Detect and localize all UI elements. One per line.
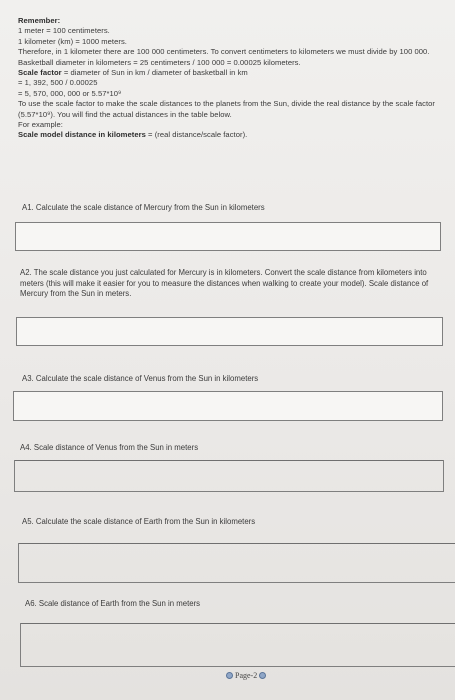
scale-model-label: Scale model distance in kilometers xyxy=(18,130,146,140)
page-marker-left-icon xyxy=(226,672,233,679)
answer-box-a4[interactable] xyxy=(14,460,444,492)
question-a2: A2. The scale distance you just calculated for Mercury is in kilometers. Convert the scale distance from kilometers into meters (this will make it easier for you to measure the distances when walking to create your model). Scale distance of Mercury from the Sun in meters. xyxy=(20,268,429,298)
conversion-note: Therefore, in 1 kilometer there are 100 000 centimeters. To convert centimeters to kilometers we must divide by 100 000. xyxy=(18,47,430,57)
scale-model-formula xyxy=(18,130,448,140)
question-a1: A1. Calculate the scale distance of Mercury from the Sun in kilometers xyxy=(22,203,265,212)
answer-box-a5[interactable] xyxy=(18,543,455,583)
question-a5: A5. Calculate the scale distance of Earth from the Sun in kilometers xyxy=(22,517,256,526)
meter-definition: 1 meter = 100 centimeters. xyxy=(18,26,110,36)
example-label: For example: xyxy=(18,120,63,130)
question-a3: A3. Calculate the scale distance of Venus from the Sun in kilometers xyxy=(22,374,259,383)
instructions: To use the scale factor to make the scale distances to the planets from the Sun, divide the real distance by the scale factor (5.57*10⁹). You will find the actual distances in the table below. xyxy=(18,99,435,119)
scale-factor-definition: = diameter of Sun in km / diameter of basketball in km xyxy=(61,68,248,78)
answer-box-a6[interactable] xyxy=(20,623,455,667)
answer-box-a2[interactable] xyxy=(16,317,443,346)
scale-model-definition: = (real distance/scale factor). xyxy=(145,130,248,140)
answer-box-a1[interactable] xyxy=(15,222,441,251)
basketball-diameter: Basketball diameter in kilometers = 25 centimeters / 100 000 = 0.00025 kilometers. xyxy=(18,57,301,67)
remember-heading: Remember: xyxy=(18,16,61,25)
answer-box-a3[interactable] xyxy=(13,391,443,421)
scale-factor-result: = 5, 570, 000, 000 or 5.57*10⁹ xyxy=(18,88,122,98)
scale-factor-label: Scale factor xyxy=(18,68,62,78)
question-a6: A6. Scale distance of Earth from the Sun in meters xyxy=(25,599,201,608)
remember-section xyxy=(18,16,448,141)
page-number: Page-2 xyxy=(235,671,258,680)
page-marker-right-icon xyxy=(259,672,266,679)
kilometer-definition: 1 kilometer (km) = 1000 meters. xyxy=(18,36,127,46)
question-a4: A4. Scale distance of Venus from the Sun in meters xyxy=(20,443,199,452)
scale-factor-formula xyxy=(18,68,448,78)
scale-factor-step: = 1, 392, 500 / 0.00025 xyxy=(18,78,98,88)
page-footer xyxy=(226,671,266,680)
